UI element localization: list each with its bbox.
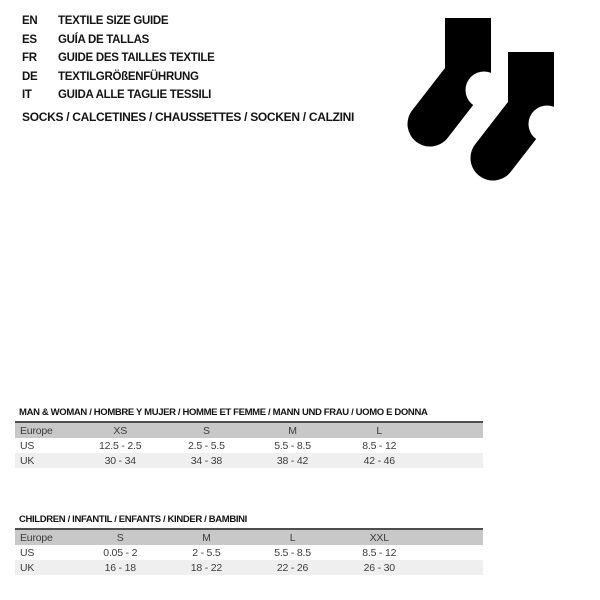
language-row-de bbox=[22, 68, 215, 87]
region-cell: US bbox=[20, 439, 35, 452]
empty-cell bbox=[423, 438, 483, 453]
col-header-empty bbox=[423, 529, 483, 545]
table-row-us bbox=[15, 545, 483, 560]
col-header-size: L bbox=[376, 424, 383, 437]
language-label: GUIDE DES TAILLES TEXTILE bbox=[58, 52, 215, 65]
size-cell: 30 - 34 bbox=[104, 454, 136, 467]
table-row-us bbox=[15, 438, 483, 453]
size-cell: 18 - 22 bbox=[190, 561, 223, 574]
language-row-fr bbox=[22, 49, 215, 68]
language-label: GUIDA ALLE TAGLIE TESSILI bbox=[58, 89, 212, 102]
empty-cell bbox=[423, 545, 483, 560]
size-cell: 26 - 30 bbox=[363, 561, 395, 574]
size-cell: 2.5 - 5.5 bbox=[188, 439, 225, 452]
col-header-size: S bbox=[116, 531, 124, 544]
socks-icon bbox=[400, 10, 580, 190]
table-title: CHILDREN / INFANTIL / ENFANTS / KINDER / BAMBINI bbox=[19, 514, 247, 525]
col-header-size: S bbox=[202, 424, 210, 437]
region-cell: UK bbox=[20, 454, 35, 467]
size-cell: 38 - 42 bbox=[276, 454, 309, 467]
language-label: GUÍA DE TALLAS bbox=[58, 33, 149, 46]
language-row-it bbox=[22, 86, 215, 105]
language-code: FR bbox=[22, 52, 37, 65]
language-code: EN bbox=[22, 15, 38, 28]
size-cell: 0.05 - 2 bbox=[103, 546, 138, 559]
col-header-empty bbox=[423, 422, 483, 438]
table-row-uk bbox=[15, 560, 483, 575]
size-table-man-woman bbox=[15, 421, 483, 468]
size-cell: 42 - 46 bbox=[363, 454, 395, 467]
category-title: SOCKS / CALCETINES / CHAUSSETTES / SOCKEN / CALZINI bbox=[22, 110, 355, 124]
size-cell: 8.5 - 12 bbox=[362, 439, 397, 452]
empty-cell bbox=[423, 453, 483, 468]
table-title: MAN & WOMAN / HOMBRE Y MUJER / HOMME ET FEMME / MANN UND FRAU / UOMO E DONNA bbox=[19, 407, 428, 418]
col-header-size: XS bbox=[113, 424, 128, 437]
col-header-size: XXL bbox=[369, 531, 389, 544]
table-header-row bbox=[15, 529, 483, 545]
region-cell: UK bbox=[20, 561, 35, 574]
size-cell: 8.5 - 12 bbox=[362, 546, 397, 559]
empty-cell bbox=[423, 560, 483, 575]
size-cell: 22 - 26 bbox=[276, 561, 309, 574]
col-header-size: L bbox=[289, 531, 296, 544]
language-row-en bbox=[22, 12, 215, 31]
sock-front bbox=[493, 52, 566, 158]
size-cell: 5.5 - 8.5 bbox=[274, 439, 311, 452]
col-header-region: Europe bbox=[20, 424, 53, 437]
size-cell: 16 - 18 bbox=[104, 561, 136, 574]
table-section-man-woman bbox=[15, 407, 483, 468]
language-code: IT bbox=[22, 89, 32, 102]
sock-back bbox=[430, 18, 503, 124]
table-section-children bbox=[15, 514, 483, 575]
size-cell: 12.5 - 2.5 bbox=[99, 439, 142, 452]
table-row-uk bbox=[15, 453, 483, 468]
col-header-region: Europe bbox=[20, 531, 53, 544]
language-label: TEXTILE SIZE GUIDE bbox=[58, 15, 169, 28]
size-cell: 34 - 38 bbox=[190, 454, 223, 467]
size-cell: 2 - 5.5 bbox=[192, 546, 221, 559]
size-cell: 5.5 - 8.5 bbox=[274, 546, 311, 559]
region-cell: US bbox=[20, 546, 35, 559]
language-list bbox=[22, 12, 215, 105]
language-code: ES bbox=[22, 33, 37, 46]
table-header-row bbox=[15, 422, 483, 438]
col-header-size: M bbox=[288, 424, 297, 437]
language-row-es bbox=[22, 31, 215, 50]
col-header-size: M bbox=[202, 531, 211, 544]
language-label: TEXTILGRÖßENFÜHRUNG bbox=[58, 70, 199, 83]
language-code: DE bbox=[22, 70, 38, 83]
size-table-children bbox=[15, 528, 483, 575]
